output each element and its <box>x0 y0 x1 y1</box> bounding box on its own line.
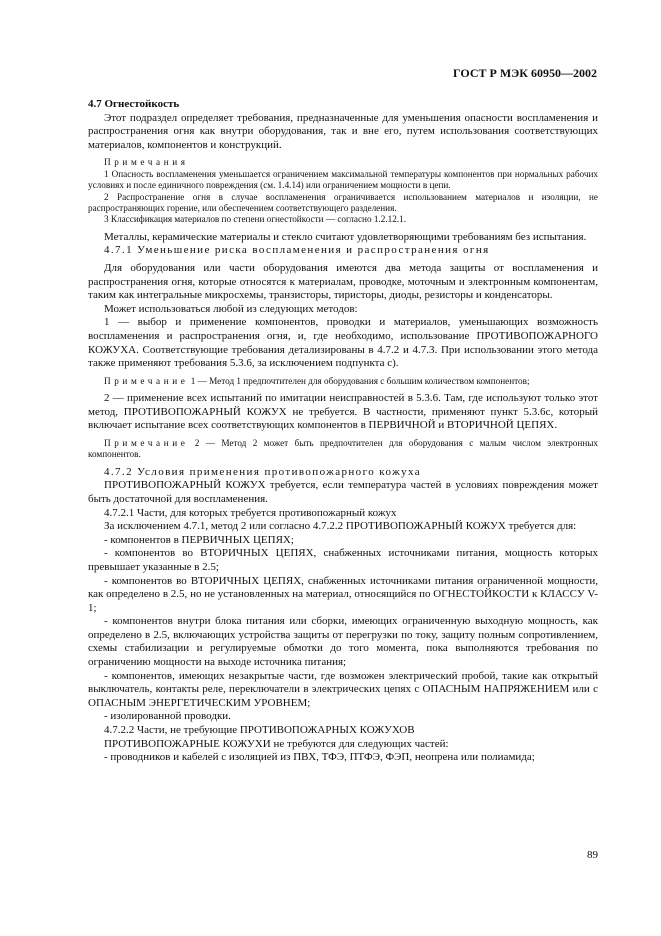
list-item: - компонентов во ВТОРИЧНЫХ ЦЕПЯХ, снабженных источниками питания ограниченной мощности, как определено в 2.5, но не установленных на материал, относящийся по ОГНЕСТОЙКОСТИ к КЛАССУ V-1; <box>88 574 598 614</box>
method-2-note <box>88 438 598 461</box>
note-label: Примечание <box>104 437 189 448</box>
section-intro: Этот подраздел определяет требования, предназначенные для уменьшения опасности воспламенения и распространения огня как внутри оборудования, так и вне его, путем использования соответствующих материалов, компонентов и конструкций. <box>88 111 598 151</box>
list-item: - компонентов, имеющих незакрытые части, где возможен электрический пробой, такие как открытый выключатель, контакты реле, переключатели в электрических цепях с ОПАСНЫМ НАПРЯЖЕНИЕМ или с ОПАСНЫМ ЭНЕРГЕТИЧЕСКИМ УРОВНЕМ; <box>88 669 598 709</box>
subsection-4-7-2-title: 4.7.2 Условия применения противопожарного кожуха <box>104 465 422 478</box>
document-header: ГОСТ Р МЭК 60950—2002 <box>453 66 597 80</box>
note-text: 1 — Метод 1 предпочтителен для оборудования с большим количеством компонентов; <box>190 375 530 386</box>
list-item: - компонентов во ВТОРИЧНЫХ ЦЕПЯХ, снабженных источниками питания, мощность которых превышает указанные в 2.5; <box>88 547 598 573</box>
subsection-4-7-2-2-title: 4.7.2.2 Части, не требующие ПРОТИВОПОЖАРНЫХ КОЖУХОВ <box>104 724 415 737</box>
method-2: 2 — применение всех испытаний по имитации неисправностей в 5.3.6. Там, где используют только этот метод, ПРОТИВОПОЖАРНЫЙ КОЖУХ не требуется. В частности, применяют пункт 5.3.6с, который включает испытание всех соответствующих компонентов в ПЕРВИЧНОЙ и ВТОРИЧНОЙ ЦЕПЯХ. <box>88 392 598 432</box>
note-text: 2 — Метод 2 может быть предпочтителен для оборудования с малым числом электронных компонентов. <box>88 437 598 460</box>
list-item: - компонентов в ПЕРВИЧНЫХ ЦЕПЯХ; <box>104 533 294 546</box>
method-1-note <box>88 376 598 387</box>
method-1: 1 — выбор и применение компонентов, проводки и материалов, уменьшающих возможность воспламенения и распространения огня, и, где необходимо, использование ПРОТИВОПОЖАРНОГО КОЖУХА. Соответствующие требования детализированы в 4.7.2 и 4.7.3. При использовании этого метода также применяют требования 5.3.6, за исключением подпункта с). <box>88 316 598 370</box>
note-2: 2 Распространение огня в случае воспламенения ограничивается использованием материалов и изоляции, не распространяющих горение, или обеспечением соответствующего разделения. <box>88 191 598 213</box>
page-content <box>88 98 598 765</box>
note-3: 3 Классификация материалов по степени огнестойкости — согласно 1.2.12.1. <box>104 214 407 225</box>
subsection-4-7-1-title: 4.7.1 Уменьшение риска воспламенения и распространения огня <box>104 244 490 257</box>
methods-intro: Может использоваться любой из следующих методов: <box>104 302 358 315</box>
list-item: - проводников и кабелей с изоляцией из ПВХ, ТФЭ, ПТФЭ, ФЭП, неопрена или полиамида; <box>104 751 535 764</box>
subsection-4-7-2-1-title: 4.7.2.1 Части, для которых требуется противопожарный кожух <box>104 506 397 519</box>
list-item: - изолированной проводки. <box>104 710 231 723</box>
note-label: Примечание <box>104 375 189 386</box>
section-heading: 4.7 Огнестойкость <box>88 98 180 110</box>
note-1: 1 Опасность воспламенения уменьшается ограничением максимальной температуры компонентов при нормальных рабочих условиях и после единичного повреждения (см. 1.4.14) или ограничением мощности в цепи. <box>88 168 598 191</box>
metals-paragraph: Металлы, керамические материалы и стекло считают удовлетворяющими требованиям без испытания. <box>104 230 587 243</box>
subsection-4-7-1-paragraph: Для оборудования или части оборудования имеются два метода защиты от воспламенения и распространения огня, которые относятся к материалам, проводке, моточным и электронным компонентам, таким как интегральные микросхемы, транзисторы, тиристоры, диоды, резисторы и конденсаторы. <box>88 262 598 302</box>
notes-title: Примечания <box>104 157 189 168</box>
subsection-4-7-2-1-paragraph: За исключением 4.7.1, метод 2 или согласно 4.7.2.2 ПРОТИВОПОЖАРНЫЙ КОЖУХ требуется для: <box>104 520 577 533</box>
list-item: - компонентов внутри блока питания или сборки, имеющих ограниченную выходную мощность, как определено в 2.5, включающих устройства защиты от перегрузки по току, защиту полным сопротивлением, схемы стабилизации и регулируемые обмотки до того момента, пока выполняются требования по ограничению мощности на выходе источника питания; <box>88 615 598 669</box>
page-number: 89 <box>587 849 598 861</box>
subsection-4-7-2-2-paragraph: ПРОТИВОПОЖАРНЫЕ КОЖУХИ не требуются для следующих частей: <box>104 737 449 750</box>
subsection-4-7-2-paragraph: ПРОТИВОПОЖАРНЫЙ КОЖУХ требуется, если температура частей в условиях повреждения может быть достаточной для воспламенения. <box>88 479 598 505</box>
